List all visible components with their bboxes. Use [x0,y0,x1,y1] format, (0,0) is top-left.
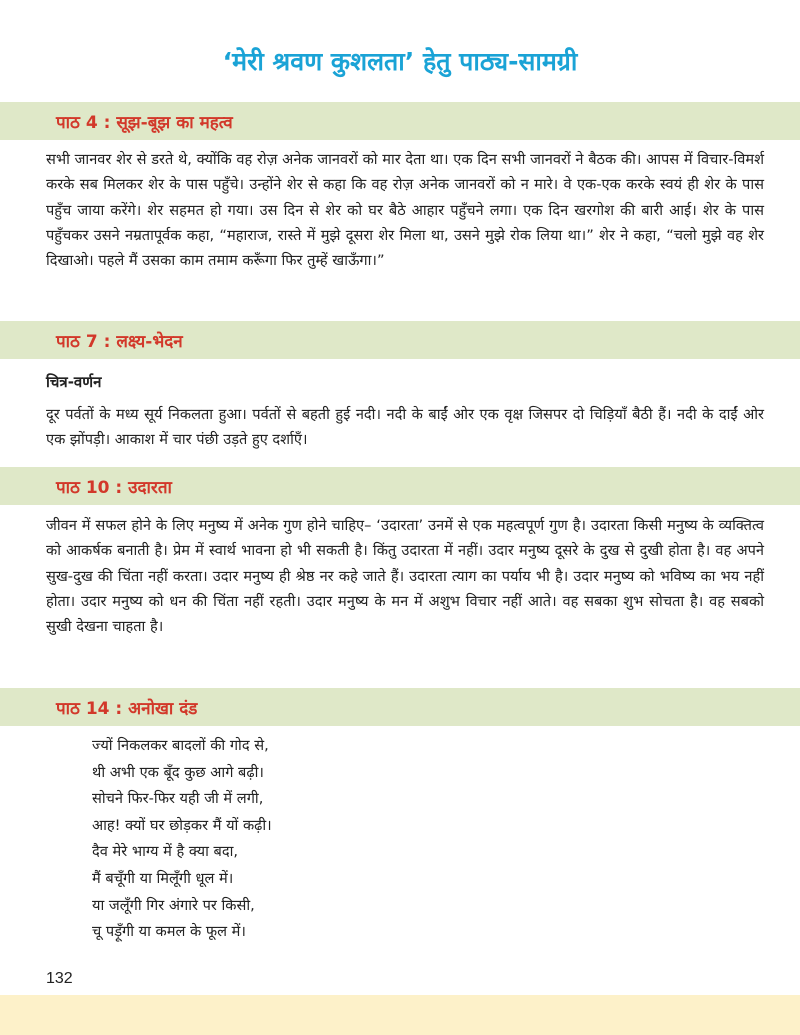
section-heading: पाठ 4 : सूझ-बूझ का महत्व [56,113,233,133]
poem-line: मैं बचूँगी या मिलूँगी धूल में। [92,869,234,887]
section-body-10: जीवन में सफल होने के लिए मनुष्य में अनेक गुण होने चाहिए– ‘उदारता’ उनमें से एक महत्वपूर्ण गुण है। उदारता किसी मनुष्य के व्यक्तित्व को आकर्षक बनाती है। प्रेम में स्वार्थ भावना हो भी सकती है। किंतु उदारता में नहीं। उदार मनुष्य दूसरे के दुख से दुखी होता है। वह अपने सुख-दुख की चिंता नहीं करता। उदार मनुष्य ही श्रेष्ठ नर कहे जाते हैं। उदारता त्याग का पर्याय भी है। उदार मनुष्य को भविष्य का भय नहीं होता। उदार मनुष्य को धन की चिंता नहीं रहती। उदार मनुष्य के मन में अशुभ विचार नहीं आते। वह सबका शुभ सोचता है। वह सबको सुखी देखना चाहता है। [46,517,764,636]
section-body-4: सभी जानवर शेर से डरते थे, क्योंकि वह रोज़ अनेक जानवरों को मार देता था। एक दिन सभी जानवरों ने बैठक की। आपस में विचार-विमर्श करके सब मिलकर शेर के पास पहुँचे। उन्होंने शेर से कहा कि वह रोज़ अनेक जानवरों को न मारे। वे एक-एक करके स्वयं ही शेर के पास पहुँच जाया करेंगे। शेर सहमत हो गया। उस दिन से शेर को घर बैठे आहार पहुँचने लगा। एक दिन खरगोश की बारी आई। शेर के पास पहुँचकर उसने नम्रतापूर्वक कहा, “महाराज, रास्ते में मुझे दूसरा शेर मिला था, उसने मुझे रोक लिया था।” शेर ने कहा, “चलो मुझे वह शेर दिखाओ। पहले मैं उसका काम तमाम करूँगा फिर तुम्हें खाऊँगा।” [46,151,764,270]
section-subheading: चित्र-वर्णन [46,373,102,391]
page-number: 132 [46,970,73,987]
poem-line: दैव मेरे भाग्य में है क्या बदा, [92,843,239,861]
section-heading: पाठ 7 : लक्ष्य-भेदन [56,332,183,352]
section-header-10 [0,467,800,505]
section-header-14 [0,688,800,726]
poem-line: आह! क्यों घर छोड़कर मैं यों कढ़ी। [92,816,272,834]
poem-line: या जलूँगी गिर अंगारे पर किसी, [92,896,255,914]
poem-line: थी अभी एक बूँद कुछ आगे बढ़ी। [92,763,264,781]
section-header-7 [0,321,800,359]
poem-line: ज्यों निकलकर बादलों की गोद से, [92,737,269,754]
section-heading: पाठ 10 : उदारता [56,478,172,498]
section-header-4 [0,102,800,140]
footer-band [0,995,800,1035]
section-body-7: दूर पर्वतों के मध्य सूर्य निकलता हुआ। पर्वतों से बहती हुई नदी। नदी के बाईं ओर एक वृक्ष जिसपर दो चिड़ियाँ बैठी हैं। नदी के दाईं ओर एक झोंपड़ी। आकाश में चार पंछी उड़ते हुए दर्शाएँ। [46,406,764,449]
page-title: ‘मेरी श्रवण कुशलता’ हेतु पाठ्य-सामग्री [222,47,578,76]
poem-line: चू पड़ूँगी या कमल के फूल में। [92,923,246,941]
poem-line: सोचने फिर-फिर यही जी में लगी, [92,790,264,808]
section-heading: पाठ 14 : अनोखा दंड [56,699,198,719]
poem [92,733,272,946]
